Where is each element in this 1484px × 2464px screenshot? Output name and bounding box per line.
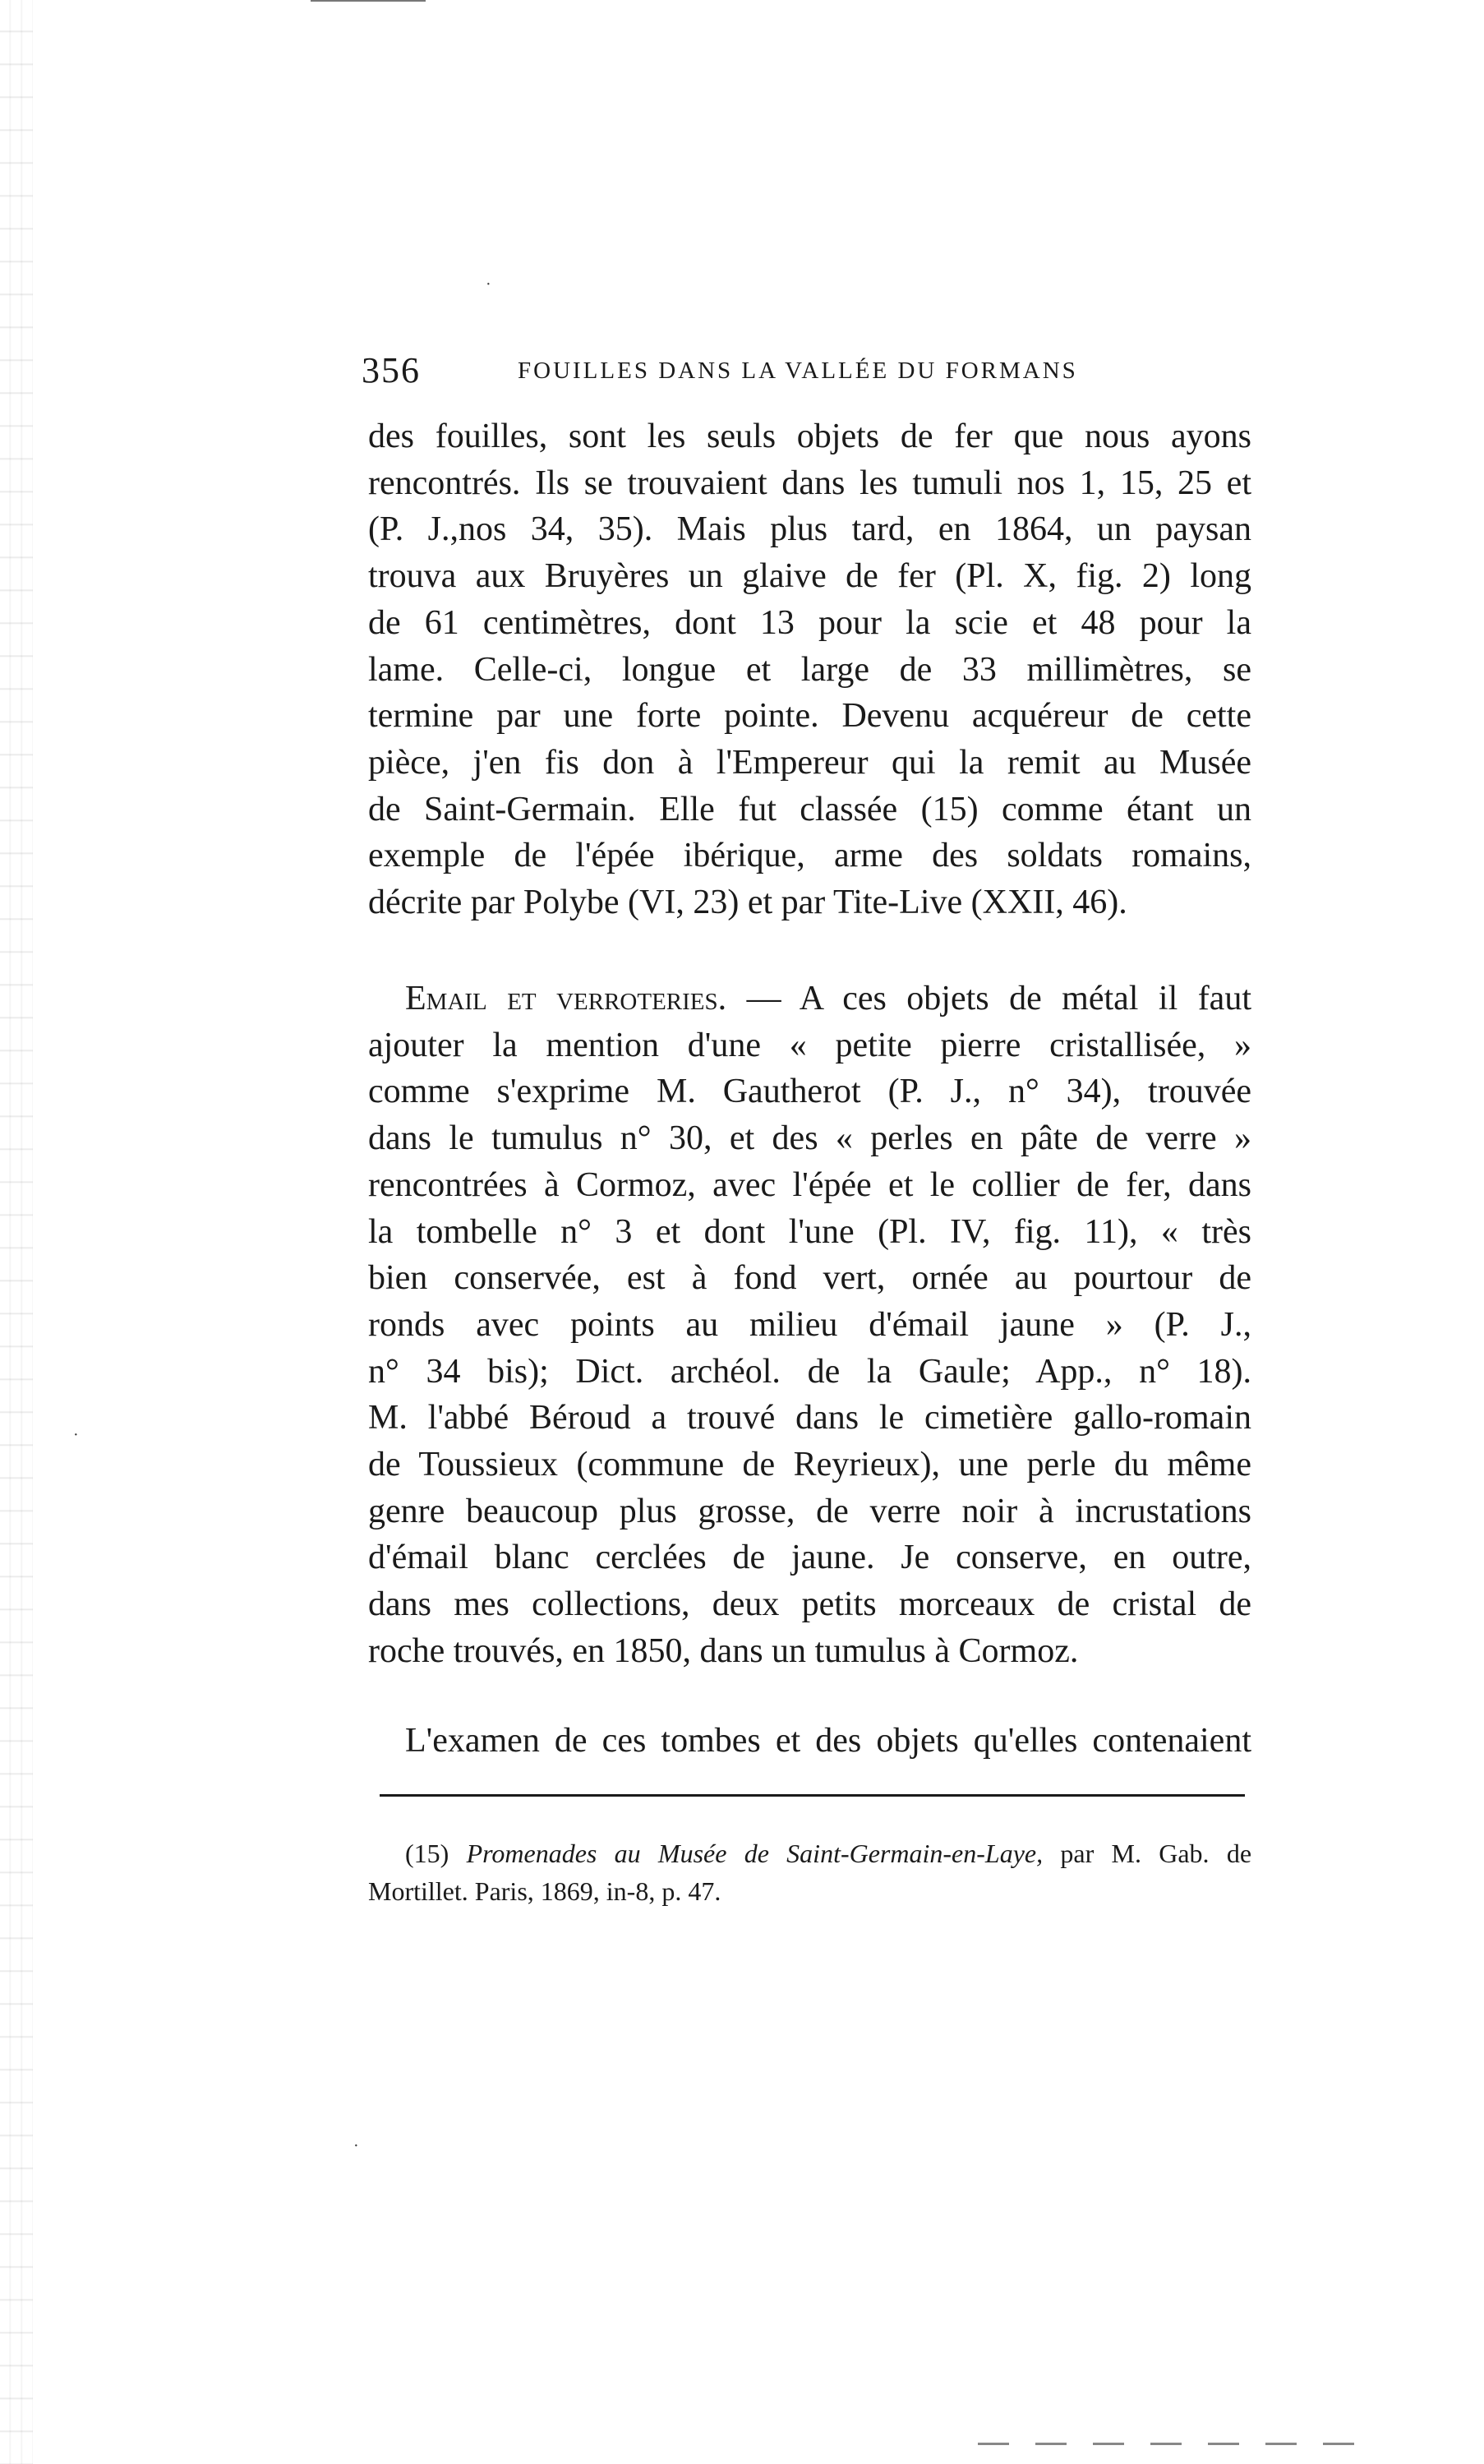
text-line: L'examen de ces tombes et des objets qu'elles contenaient [405,1722,1251,1760]
text-line: ronds avec points au milieu d'émail jaune » (P. J., [368,1305,1251,1344]
text-line: (P. J.,nos 34, 35). Mais plus tard, en 1864, un paysan [368,510,1251,549]
section-first-line [368,976,1251,1022]
text-line: rencontrés. Ils se trouvaient dans les tumuli nos 1, 15, 25 et [368,464,1251,502]
text-line: rencontrées à Cormoz, avec l'épée et le collier de fer, dans [368,1165,1251,1204]
text-line: pièce, j'en fis don à l'Empereur qui la remit au Musée [368,743,1251,782]
text-line: dans mes collections, deux petits morceaux de cristal de [368,1585,1251,1624]
text-line: de Toussieux (commune de Reyrieux), une perle du même [368,1446,1251,1484]
footnote-line-2: Mortillet. Paris, 1869, in-8, p. 47. [368,1876,721,1906]
footnote [368,1834,1251,1910]
scan-speck: · [73,1426,79,1444]
text-line: ajouter la mention d'une « petite pierre cristallisée, » [368,1026,1251,1064]
footnote-separator [380,1794,1245,1797]
paragraph-2 [368,976,1251,1675]
text-line: bien conservée, est à fond vert, ornée au pourtour de [368,1259,1251,1298]
text-line: genre beaucoup plus grosse, de verre noir à incrustations [368,1492,1251,1530]
text-line: M. l'abbé Béroud a trouvé dans le cimetière gallo-romain [368,1399,1251,1437]
page-number: 356 [362,350,421,390]
text-line: d'émail blanc cerclées de jaune. Je conserve, en outre, [368,1539,1251,1577]
text-line: n° 34 bis); Dict. archéol. de la Gaule; App., n° 18). [368,1352,1251,1391]
footnote-line-1-rest: par M. Gab. de [1043,1839,1252,1868]
text-line: comme s'exprime M. Gautherot (P. J., n° 34), trouvée [368,1073,1251,1111]
footnote-marker: (15) [405,1839,467,1868]
text-line: dans le tumulus n° 30, et des « perles en pâte de verre » [368,1119,1251,1158]
top-scan-mark [311,0,426,2]
running-title: FOUILLES DANS LA VALLÉE DU FORMANS [518,358,1078,384]
bottom-scan-mark [978,2443,1364,2445]
text-line: roche trouvés, en 1850, dans un tumulus à Cormoz. [368,1631,1079,1670]
paragraph-1 [368,413,1251,926]
section-heading: Email et verroteries. [405,980,727,1017]
text-line: termine par une forte pointe. Devenu acquéreur de cette [368,697,1251,736]
text-line: décrite par Polybe (VI, 23) et par Tite-Live (XXII, 46). [368,884,1127,922]
text-line: de 61 centimètres, dont 13 pour la scie et 48 pour la [368,603,1251,642]
scan-edge-noise [0,0,33,2464]
text-line: des fouilles, sont les seuls objets de fer que nous ayons [368,418,1251,455]
footnote-line-1 [368,1834,1251,1872]
paragraph-3 [368,1718,1251,1765]
section-first-line-text: — A ces objets de métal il faut [726,980,1251,1017]
scan-speck: · [353,2137,359,2155]
footnote-title: Promenades au Musée de Saint-Germain-en-Laye, [466,1839,1044,1868]
page-header [362,349,1101,399]
text-line: lame. Celle-ci, longue et large de 33 millimètres, se [368,650,1251,689]
text-line: la tombelle n° 3 et dont l'une (Pl. IV, fig. 11), « très [368,1212,1251,1251]
text-line: de Saint-Germain. Elle fut classée (15) comme étant un [368,790,1251,828]
text-line: trouva aux Bruyères un glaive de fer (Pl. X, fig. 2) long [368,557,1251,596]
scan-speck: · [486,275,491,293]
text-line: exemple de l'épée ibérique, arme des soldats romains, [368,837,1251,875]
